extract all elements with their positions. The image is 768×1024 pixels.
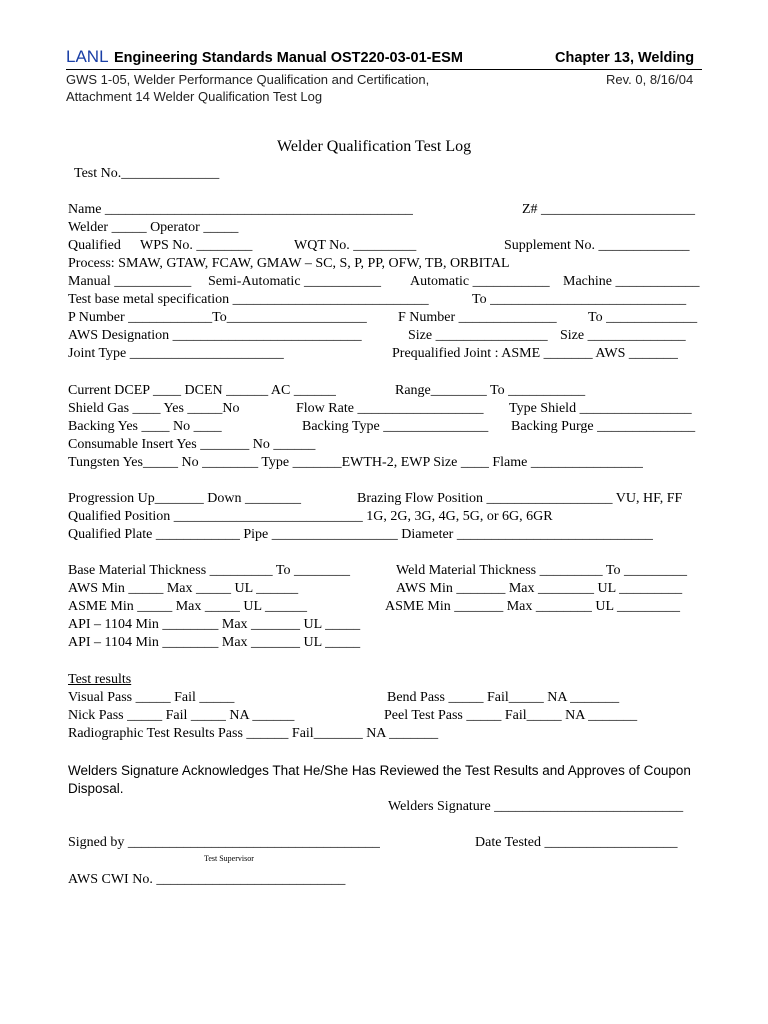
signed-by-field[interactable]: Signed by ____________________________________: [68, 835, 380, 850]
asme-thickness-weld-field[interactable]: ASME Min _______ Max ________ UL _________: [385, 599, 681, 614]
wps-no-field[interactable]: WPS No. ________: [140, 238, 253, 253]
base-metal-to-field[interactable]: To ____________________________: [472, 292, 687, 307]
welder-operator-field[interactable]: Welder _____ Operator _____: [68, 220, 239, 235]
p-number-field[interactable]: P Number ____________To____________________: [68, 310, 367, 325]
header-rule: [66, 69, 702, 70]
test-no-field[interactable]: Test No.______________: [74, 166, 220, 181]
qualified-position-field[interactable]: Qualified Position ___________________________ 1G, 2G, 3G, 4G, 5G, or 6G, 6GR: [68, 509, 553, 524]
size-field-2[interactable]: Size ______________: [560, 328, 686, 343]
visual-result-field[interactable]: Visual Pass _____ Fail _____: [68, 690, 235, 705]
api-1104-field-1[interactable]: API – 1104 Min ________ Max _______ UL _____: [68, 617, 361, 632]
f-number-to-field[interactable]: To _____________: [588, 310, 698, 325]
test-results-heading: Test results: [68, 672, 132, 687]
joint-type-field[interactable]: Joint Type ______________________: [68, 346, 284, 361]
automatic-field[interactable]: Automatic ___________: [410, 274, 550, 289]
qualified-label: Qualified: [68, 238, 121, 253]
acknowledgement-line2: Disposal.: [68, 781, 124, 796]
brazing-flow-position-field[interactable]: Brazing Flow Position __________________ VU, HF, FF: [357, 491, 683, 506]
brand-logo-text: LANL: [66, 47, 109, 66]
manual-field[interactable]: Manual ___________: [68, 274, 192, 289]
asme-thickness-base-field[interactable]: ASME Min _____ Max _____ UL ______: [68, 599, 308, 614]
machine-field[interactable]: Machine ____________: [563, 274, 700, 289]
type-shield-field[interactable]: Type Shield ________________: [509, 401, 692, 416]
base-material-thickness-field[interactable]: Base Material Thickness _________ To ________: [68, 563, 350, 578]
backing-purge-field[interactable]: Backing Purge ______________: [511, 419, 696, 434]
progression-field[interactable]: Progression Up_______ Down ________: [68, 491, 301, 506]
backing-type-field[interactable]: Backing Type _______________: [302, 419, 489, 434]
api-1104-field-2[interactable]: API – 1104 Min ________ Max _______ UL _____: [68, 635, 361, 650]
f-number-field[interactable]: F Number ______________: [398, 310, 557, 325]
supplement-no-field[interactable]: Supplement No. _____________: [504, 238, 690, 253]
acknowledgement-line1: Welders Signature Acknowledges That He/She Has Reviewed the Test Results and Approves of Coupon: [68, 763, 691, 778]
welders-signature-field[interactable]: Welders Signature ___________________________: [388, 799, 684, 814]
header-subtitle-line2: Attachment 14 Welder Qualification Test Log: [66, 89, 323, 104]
consumable-insert-field[interactable]: Consumable Insert Yes _______ No ______: [68, 437, 316, 452]
z-number-field[interactable]: Z# ______________________: [522, 202, 696, 217]
tungsten-field[interactable]: Tungsten Yes_____ No ________ Type _______EWTH-2, EWP Size ____ Flame ________________: [68, 455, 643, 470]
size-field-1[interactable]: Size ________________: [408, 328, 548, 343]
weld-material-thickness-field[interactable]: Weld Material Thickness _________ To _________: [396, 563, 687, 578]
test-supervisor-caption: Test Supervisor: [204, 854, 254, 863]
qualified-plate-field[interactable]: Qualified Plate ____________ Pipe __________________ Diameter ____________________________: [68, 527, 653, 542]
manual-title: Engineering Standards Manual OST220-03-01-ESM: [114, 50, 463, 66]
aws-cwi-no-field[interactable]: AWS CWI No. ___________________________: [68, 872, 346, 887]
peel-test-result-field[interactable]: Peel Test Pass _____ Fail_____ NA _______: [384, 708, 638, 723]
header-subtitle-line1: GWS 1-05, Welder Performance Qualification and Certification,: [66, 72, 430, 87]
aws-thickness-weld-field[interactable]: AWS Min _______ Max ________ UL _________: [396, 581, 683, 596]
form-title: Welder Qualification Test Log: [277, 138, 472, 155]
revision-label: Rev. 0, 8/16/04: [606, 72, 694, 87]
nick-result-field[interactable]: Nick Pass _____ Fail _____ NA ______: [68, 708, 295, 723]
flow-rate-field[interactable]: Flow Rate __________________: [296, 401, 484, 416]
aws-designation-field[interactable]: AWS Designation ___________________________: [68, 328, 362, 343]
backing-field[interactable]: Backing Yes ____ No ____: [68, 419, 222, 434]
semi-automatic-field[interactable]: Semi-Automatic ___________: [208, 274, 382, 289]
date-tested-field[interactable]: Date Tested ___________________: [475, 835, 678, 850]
prequalified-joint-field[interactable]: Prequalified Joint : ASME _______ AWS _______: [392, 346, 678, 361]
bend-result-field[interactable]: Bend Pass _____ Fail_____ NA _______: [387, 690, 620, 705]
wqt-no-field[interactable]: WQT No. _________: [294, 238, 417, 253]
base-metal-spec-field[interactable]: Test base metal specification ____________________________: [68, 292, 429, 307]
radiographic-result-field[interactable]: Radiographic Test Results Pass ______ Fail_______ NA _______: [68, 726, 439, 741]
process-options: Process: SMAW, GTAW, FCAW, GMAW – SC, S, P, PP, OFW, TB, ORBITAL: [68, 256, 510, 271]
aws-thickness-base-field[interactable]: AWS Min _____ Max _____ UL ______: [68, 581, 299, 596]
chapter-label: Chapter 13, Welding: [555, 50, 695, 66]
range-field[interactable]: Range________ To ___________: [395, 383, 586, 398]
name-field[interactable]: Name ____________________________________________: [68, 202, 413, 217]
shield-gas-field[interactable]: Shield Gas ____ Yes _____No: [68, 401, 240, 416]
current-field[interactable]: Current DCEP ____ DCEN ______ AC ______: [68, 383, 336, 398]
